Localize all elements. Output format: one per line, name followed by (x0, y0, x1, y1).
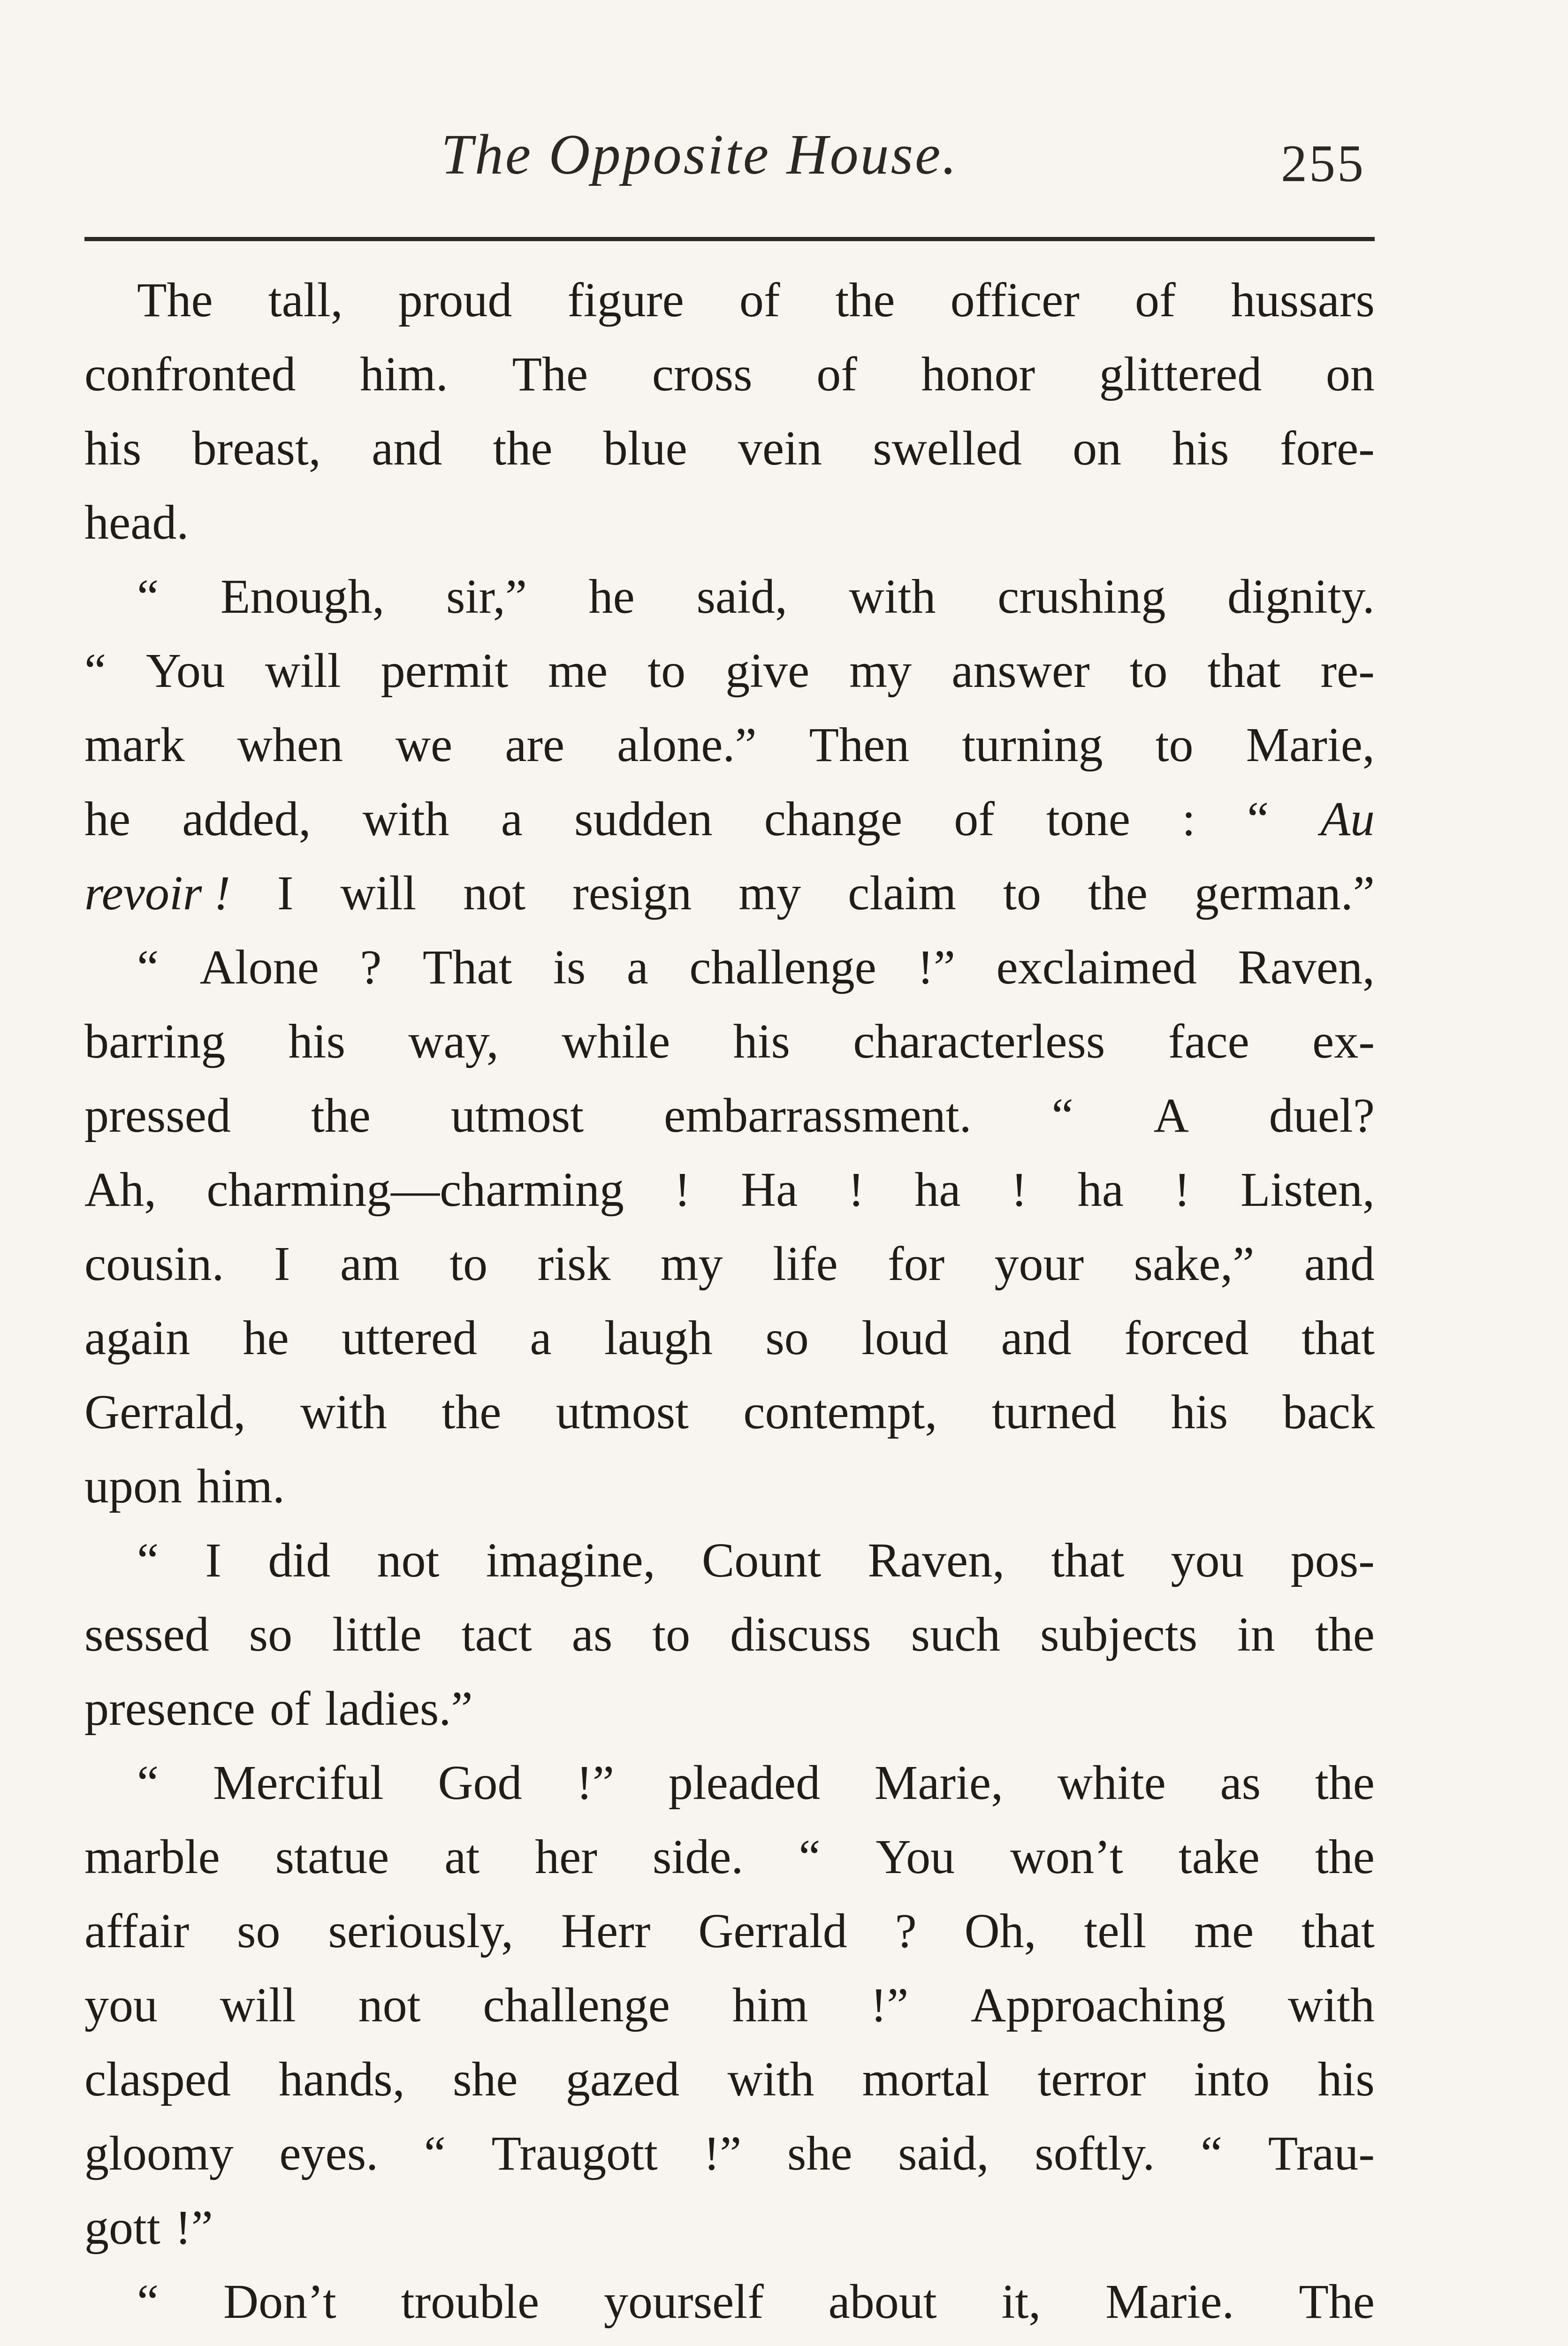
word: he (243, 1311, 289, 1365)
text-line (84, 495, 1375, 569)
word: imagine, (486, 1533, 655, 1587)
word: honor (921, 347, 1035, 401)
word: !” (703, 2126, 742, 2180)
word: the (441, 1385, 502, 1439)
word: hands, (279, 2052, 405, 2106)
text-line (84, 1236, 1375, 1310)
word: so (249, 1607, 293, 1661)
word: blue (603, 421, 687, 475)
word: he (588, 570, 635, 624)
word: Count (701, 1533, 822, 1587)
word: sudden (574, 792, 713, 846)
text-line (84, 1903, 1375, 1977)
word: me (1194, 1904, 1254, 1958)
word: her (535, 1830, 597, 1884)
word: fore- (1279, 421, 1375, 475)
word: his (84, 421, 142, 475)
word: he (84, 792, 131, 846)
word: am (340, 1237, 400, 1291)
word: I (205, 1533, 222, 1587)
word: risk (537, 1237, 611, 1291)
word: answer (951, 644, 1090, 698)
text-line (84, 2200, 1375, 2274)
word: Enough, (220, 570, 385, 624)
word: ! (1011, 1163, 1028, 1217)
text-line (84, 272, 1375, 346)
word: cousin. (84, 1237, 224, 1291)
word: the (493, 421, 553, 475)
word: as (571, 1607, 613, 1661)
word: german.” (1194, 866, 1375, 920)
word: seriously, (328, 1904, 514, 1958)
word: You (875, 1830, 955, 1884)
word: A (1153, 1089, 1189, 1143)
word: “ (137, 2275, 159, 2329)
text-line (84, 865, 1375, 939)
word: affair (84, 1904, 190, 1958)
word: pos- (1290, 1533, 1375, 1587)
word: tone (1046, 792, 1131, 846)
word: The (512, 347, 588, 401)
word: his (733, 1014, 791, 1068)
word: on (1073, 421, 1122, 475)
word: Approaching (971, 1978, 1226, 2032)
word: challenge (483, 1978, 670, 2032)
word: won’t (1010, 1830, 1123, 1884)
word: to (449, 1237, 488, 1291)
word: his (288, 1014, 346, 1068)
word: Oh, (964, 1904, 1036, 1958)
word: dignity. (1227, 570, 1375, 624)
text-line (84, 1088, 1375, 1162)
word: him (732, 1978, 808, 2032)
word: the (311, 1089, 371, 1143)
word: life (773, 1237, 838, 1291)
word: Alone (199, 940, 319, 994)
word: of (739, 273, 780, 327)
word: eyes. (279, 2126, 379, 2180)
word: crushing (997, 570, 1166, 624)
word: Gerrald, (84, 1385, 246, 1439)
word: to (647, 644, 686, 698)
word: to (1155, 718, 1194, 772)
word: the (1315, 1607, 1375, 1661)
word: loud (861, 1311, 949, 1365)
word: and (1001, 1311, 1072, 1365)
word: hussars (1231, 273, 1375, 327)
word: I (274, 1237, 290, 1291)
word: you (84, 1978, 158, 2032)
word: duel? (1269, 1089, 1375, 1143)
word: pleaded (668, 1756, 821, 1810)
word: Don’t (223, 2275, 336, 2329)
word: will (265, 644, 341, 698)
word: face (1168, 1014, 1249, 1068)
word: on (1325, 347, 1375, 401)
word: “ (137, 1533, 159, 1587)
text-line (84, 1458, 1375, 1532)
word: “ (799, 1830, 821, 1884)
word: mortal (862, 2052, 990, 2106)
running-head-title: The Opposite House. (441, 123, 959, 186)
text-line (84, 1384, 1375, 1458)
word: his (1317, 2052, 1375, 2106)
word: gott (84, 2201, 160, 2255)
text-line (84, 2051, 1375, 2125)
word: uttered (342, 1311, 477, 1365)
word: did (268, 1533, 331, 1587)
word: way, (408, 1014, 499, 1068)
word: Gerrald (698, 1904, 847, 1958)
word: and (1304, 1237, 1375, 1291)
word: to (1129, 644, 1168, 698)
word: sir,” (446, 570, 527, 624)
word: that (1051, 1533, 1125, 1587)
word: at (444, 1830, 480, 1884)
word: his (1171, 1385, 1228, 1439)
word: Marie, (1246, 718, 1375, 772)
word: into (1194, 2052, 1270, 2106)
text-line (84, 1681, 1375, 1755)
text-line (84, 1977, 1375, 2051)
word: Ha (740, 1163, 798, 1217)
text-line (84, 1755, 1375, 1829)
word: challenge (689, 940, 876, 994)
word: utmost (450, 1089, 584, 1143)
word: Traugott (491, 2126, 658, 2180)
word: upon (84, 1459, 182, 1513)
word: with (1288, 1978, 1375, 2032)
word: alone.” (617, 718, 757, 772)
word: officer (950, 273, 1080, 327)
word: head. (84, 495, 189, 549)
word: me (548, 644, 608, 698)
word: charming—charming (206, 1163, 624, 1217)
word: that (1301, 1904, 1375, 1958)
word: not (358, 1978, 421, 2032)
word: Then (809, 718, 910, 772)
word: ! (674, 1163, 691, 1217)
word: little (332, 1607, 422, 1661)
word: Raven, (1238, 940, 1375, 994)
word: Herr (561, 1904, 651, 1958)
word: of (1134, 273, 1176, 327)
word: Trau- (1268, 2126, 1375, 2180)
word: ? (895, 1904, 917, 1958)
word: “ (1247, 792, 1269, 846)
word: !” (576, 1756, 614, 1810)
word: yourself (604, 2275, 764, 2329)
word: trouble (401, 2275, 540, 2329)
word: a (626, 940, 648, 994)
text-line (84, 1013, 1375, 1088)
word: that (1207, 644, 1281, 698)
word: cross (652, 347, 753, 401)
word: vein (738, 421, 822, 475)
word: ladies.” (325, 1682, 473, 1736)
word: tell (1084, 1904, 1147, 1958)
word: ex- (1312, 1014, 1375, 1068)
word: a (501, 792, 523, 846)
word: !” (870, 1978, 909, 2032)
word: my (849, 644, 912, 698)
word: side. (652, 1830, 744, 1884)
word: she (452, 2052, 518, 2106)
word: revoir ! (84, 866, 230, 920)
word: glittered (1099, 347, 1262, 401)
word: turned (991, 1385, 1117, 1439)
word: exclaimed (996, 940, 1197, 994)
word: him. (360, 347, 448, 401)
word: claim (848, 866, 957, 920)
word: and (372, 421, 442, 475)
word: “ (1200, 2126, 1223, 2180)
word: added, (182, 792, 311, 846)
word: sake,” (1134, 1237, 1255, 1291)
word: !” (175, 2201, 213, 2255)
text-line (84, 1607, 1375, 1681)
word: a (530, 1311, 552, 1365)
word: are (505, 718, 565, 772)
word: when (237, 718, 343, 772)
word: said, (696, 570, 787, 624)
word: “ (137, 1756, 159, 1810)
word: God (438, 1756, 522, 1810)
text-line (84, 2274, 1375, 2346)
word: while (562, 1014, 670, 1068)
word: swelled (873, 421, 1022, 475)
word: change (764, 792, 903, 846)
word: as (1220, 1756, 1261, 1810)
word: my (738, 866, 801, 920)
text-line (84, 643, 1375, 717)
word: of (816, 347, 857, 401)
word: will (340, 866, 417, 920)
word: re- (1320, 644, 1375, 698)
word: with (362, 792, 449, 846)
word: you (1171, 1533, 1244, 1587)
word: Marie, (874, 1756, 1004, 1810)
word: breast, (192, 421, 321, 475)
word: in (1237, 1607, 1275, 1661)
word: ! (1174, 1163, 1190, 1217)
word: to (1003, 866, 1041, 920)
word: with (849, 570, 936, 624)
word: it, (1001, 2275, 1041, 2329)
word: Marie. (1105, 2275, 1234, 2329)
word: ? (360, 940, 382, 994)
word: !” (917, 940, 956, 994)
word: gazed (565, 2052, 680, 2106)
text-line (84, 1310, 1375, 1384)
word: that (1302, 1311, 1375, 1365)
word: The (1299, 2275, 1375, 2329)
word: my (660, 1237, 723, 1291)
word: embarrassment. (664, 1089, 972, 1143)
word: give (725, 644, 810, 698)
word: discuss (730, 1607, 871, 1661)
text-line (84, 420, 1375, 495)
word: with (727, 2052, 814, 2106)
word: Listen, (1241, 1163, 1375, 1217)
word: That (422, 940, 512, 994)
text-line (84, 1162, 1375, 1236)
word: figure (567, 273, 684, 327)
word: Au (1320, 792, 1375, 846)
word: your (994, 1237, 1084, 1291)
word: turning (962, 718, 1103, 772)
word: laugh (604, 1311, 713, 1365)
word: not (463, 866, 526, 920)
word: of (954, 792, 995, 846)
word: subjects (1040, 1607, 1198, 1661)
word: Merciful (213, 1756, 384, 1810)
word: “ (1051, 1089, 1073, 1143)
word: said, (898, 2126, 989, 2180)
word: permit (381, 644, 509, 698)
word: so (237, 1904, 281, 1958)
word: such (911, 1607, 1001, 1661)
word: to (652, 1607, 691, 1661)
word: utmost (556, 1385, 689, 1439)
text-line (84, 2125, 1375, 2200)
word: ha (914, 1163, 961, 1217)
word: “ (84, 644, 107, 698)
word: back (1282, 1385, 1375, 1439)
word: I (277, 866, 294, 920)
word: Ah, (84, 1163, 157, 1217)
word: clasped (84, 2052, 231, 2106)
word: “ (137, 570, 159, 624)
text-line (84, 1829, 1375, 1903)
word: barring (84, 1014, 226, 1068)
header-rule (84, 237, 1375, 241)
word: marble (84, 1830, 220, 1884)
word: terror (1037, 2052, 1146, 2106)
word: mark (84, 718, 185, 772)
word: “ (424, 2126, 446, 2180)
word: proud (398, 273, 512, 327)
word: not (377, 1533, 440, 1587)
word: the (1315, 1756, 1375, 1810)
word: forced (1124, 1311, 1249, 1365)
word: presence (84, 1682, 255, 1736)
word: characterless (853, 1014, 1105, 1068)
running-head (84, 117, 1375, 192)
word: of (269, 1682, 311, 1736)
word: resign (572, 866, 692, 920)
word: confronted (84, 347, 296, 401)
word: statue (275, 1830, 389, 1884)
word: tall, (268, 273, 343, 327)
word: tact (461, 1607, 532, 1661)
page-number: 255 (1281, 135, 1365, 193)
word: about (828, 2275, 937, 2329)
text-line (84, 939, 1375, 1013)
word: white (1057, 1756, 1166, 1810)
text-line (84, 791, 1375, 865)
word: so (765, 1311, 809, 1365)
word: Raven, (868, 1533, 1005, 1587)
word: the (835, 273, 895, 327)
word: she (787, 2126, 853, 2180)
word: will (220, 1978, 296, 2032)
word: take (1178, 1830, 1260, 1884)
word: the (1315, 1830, 1375, 1884)
text-line (84, 1532, 1375, 1607)
word: sessed (84, 1607, 209, 1661)
word: softly. (1035, 2126, 1155, 2180)
text-line (84, 346, 1375, 420)
word: is (553, 940, 586, 994)
word: gloomy (84, 2126, 234, 2180)
word: The (137, 273, 213, 327)
word: You (146, 644, 225, 698)
word: for (887, 1237, 945, 1291)
body-text (84, 272, 1375, 2346)
text-line (84, 717, 1375, 791)
word: again (84, 1311, 190, 1365)
word: we (395, 718, 453, 772)
word: : (1182, 792, 1196, 846)
word: with (300, 1385, 387, 1439)
word: his (1172, 421, 1229, 475)
text-line (84, 569, 1375, 643)
word: ha (1077, 1163, 1124, 1217)
word: contempt, (743, 1385, 937, 1439)
word: “ (137, 940, 159, 994)
word: him. (197, 1459, 285, 1513)
word: pressed (84, 1089, 231, 1143)
word: ! (848, 1163, 865, 1217)
word: the (1088, 866, 1148, 920)
